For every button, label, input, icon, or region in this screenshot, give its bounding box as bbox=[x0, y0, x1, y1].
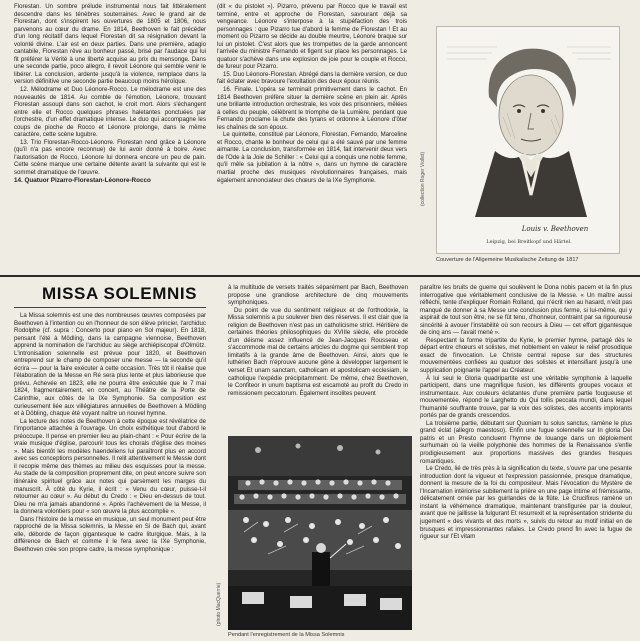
section-divider bbox=[0, 275, 640, 277]
body-paragraph: À lui seul le Gloria quadripartite est une véritable symphonie à laquelle participent, dans une magnifique fusion, les différents groupes vocaux et instrumentaux. Aux couleurs éclatantes d'une première partie fougueuse et mouvementée, répond le Larghetto du Qui tollis peccata mundi, dans lequel l'humanité souffrante trouve, par la voix des solistes, des accents implorants portés par de grands crescendos. bbox=[420, 374, 632, 420]
top-paragraph: 15. Duo Léonore-Florestan. Abrégé dans la dernière version, ce duo fait éclater avec bravoure l'exultation des deux époux réunis. bbox=[217, 70, 407, 86]
body-paragraph: La Missa solemnis est une des nombreuses œuvres composées par Beethoven à l'intention ou en l'honneur de son élève princier, l'archiduc Rodolphe (cf. supra : Concerto pour piano en Sol majeur). En 1818, pensant l'été à Mödling, dans la campagne viennoise, Beethoven apprend la nomination de l'archiduc au siège archiépiscopal d'Olmütz. L'intronisation solennelle est prévue pour 1820, et Beethoven entreprend sur le champ de composer une messe — la seconde qu'il écrira — pour la faire exécuter à cette occasion. Très tôt il réalise que l'élaboration de la Messe en Ré sera plus lente et plus laborieuse que prévu. Achevée en 1823, elle ne pourra être exécutée que le 7 mai 1824, fragmentairement, en concert, au Théâtre de la Porte de Carinthie, aux côtés de la IXe Symphonie. Sa composition est curieusement liée aux villégiatures annuelles de Beethoven à Mödling et à Döbling, chaque été voyant naître un nouvel hymne. bbox=[14, 312, 206, 418]
body-paragraph: Du point de vue du sentiment religieux et de l'orthodoxie, la Missa solemnis a pu soulever bien des réserves. Il est clair que la religion de Beethoven n'est pas un catholicisme strict. Héritière de certaines théories philosophiques du XVIIIe siècle, elle procède d'un déisme assez influencé de Jean-Jacques Rousseau et s'accommode mal de certains articles du dogme qui semblent trop limitatifs à la grande âme de Beethoven. Ainsi, alors que le luthérien Bach n'éprouve aucune gêne à développer largement le verset Et unam sanctam, catholicam et apostolicam ecclesiam, le catholique l'expédie précipitamment. De même, chez Beethoven, le Confiteor in unum baptisma est escamoté au profit du Credo in remissionem peccatorum. Également insolites peuvent bbox=[228, 306, 408, 397]
body-paragraph: La lecture des notes de Beethoven à cette époque est révélatrice de l'importance attachée à l'ouvrage. Un choix esthétique tout d'abord le préoccupe. Il pense en premier lieu au plain-chant : « Pour écrire de la vraie musique d'église, parcourir tous les chorals d'église des moines ». Mais bientôt les modèles haendeliens lui paraîtront plus en accord avec ses conceptions personnelles. Il relit attentivement le Messie dont il recopie même des thèmes au milieu des esquisses pour la messe. Au stade de la composition proprement dite, on peut encore suivre son itinéraire spirituel grâce aux notes qui parsèment les marges du manuscrit. À côté du Kyrie, il écrit : « Venu du cœur, puisse-t-il retourner au cœur ». Au début du Credo : « Dieu en-dessus de tout. Dieu ne m'a jamais abandonné ». Après l'achèvement de la Messe, il la donnera volontiers pour « son œuvre la plus accomplie ». bbox=[14, 417, 206, 516]
body-paragraph: Respectant la forme tripartite du Kyrie, le premier hymne, partagé dès le départ entre chœurs et solistes, met noblement en valeur le relief prosodique exact de l'invocation. Le Christe central repose sur des structures mouvementées confiées au quatuor des solistes et intensifiant jusqu'à une supplication poignante l'appel au Créateur. bbox=[420, 336, 632, 375]
top-column-2 bbox=[217, 3, 407, 273]
top-paragraph: 16. Finale. L'opéra se terminait primitivement dans le cachot. En 1814 Beethoven préfère situer la dernière scène en plein air. Après une brillante introduction orchestrale, les voix des prisonniers, mêlées à celles du peuple, célèbrent le triomphe de la Lumière, pendant que Fernando proclame la chute des tyrans et ordonne à Léonore d'ôter les chaînes de son époux. bbox=[217, 86, 407, 131]
section-title: MISSA SOLEMNIS bbox=[42, 284, 198, 303]
portrait-credit: (collection Roger Viollet) bbox=[420, 151, 426, 206]
section-heading: 14. Quatuor Pizarro-Florestan-Léonore-Rocco bbox=[14, 176, 151, 184]
photo-caption: Pendant l'enregistrement de la Missa Solemnis bbox=[228, 632, 345, 638]
portrait-imprint: Leipzig, bei Breitkopf und Härtel. bbox=[486, 239, 572, 245]
top-column-1 bbox=[14, 3, 206, 273]
top-paragraph: 13. Trio Florestan-Rocco-Léonore. Florestan rend grâce à Léonore (qu'il n'a pas encore reconnue) de lui avoir donné à boire. Avec l'autorisation de Rocco, Léonore lui donnera encore un peu de pain. Cette scène marque une certaine détente avant la suivante qui est le sommet dramatique de l'œuvre. bbox=[14, 138, 206, 177]
orchestra-photo-icon bbox=[228, 436, 412, 630]
body-paragraph: Le Credo, lié de très près à la signification du texte, s'ouvre par une pesante introduction dont la vigueur et l'expression passionnée, presque dramatique, donnent la mesure de la foi du compositeur. Mais l'évocation du Mystère de l'Incarnation intériorise subitement la prière en une page intime et frémissante, délicatement ornée par les guirlandes de la flûte. Le Crucifixus ramène un instant la véhémence dramatique, maintenant transfigurée par la douleur, avant que ne jaillisse la fulgurant Et resurrexit et la représentation stridente du jugement « des vivants et des morts », suivis du retour au motif initial en de brusques et impressionnantes rafales. Le Credo prend fin avec la fugue de rigueur sur l'Et vitam bbox=[420, 465, 632, 541]
body-paragraph: La troisième partie, débutant sur Quoniam tu solus sanctus, ramène le plus grand éclat (allegro maestoso). Enfin une fugue solennelle sur In gloria Dei patris et un Presto concluent l'hymne de louange dans un déploiement surhumain où la vieille polyphonie des hommes de la Renaissance s'enfle prodigieusement aux proportions massives des grandes fresques romantiques. bbox=[420, 419, 632, 465]
portrait-caption: Couverture de l'Allgemeine Musikalische Zeitung de 1817 bbox=[436, 257, 579, 263]
body-paragraph: paraître les bruits de guerre qui soulèvent le Dona nobis pacem et la fin plus interrogative que véritablement conclusive de la Messe. « Un maître aussi réfléchi, tente d'expliquer Romain Rolland, qui n'écrit rien au hasard, n'eût pas manqué de donner à sa Messe une conclusion plus ferme, si lui-même, qui y aspirait de tout son être, ne se fût tenu, d'honneur, contraint par sa rigoureuse sincérité à avouer l'instabilité où son recours à Dieu — cet effort gigantesque de cinq ans — l'avait mené ». bbox=[420, 284, 632, 337]
bottom-column-2 bbox=[228, 284, 408, 432]
recording-session-photo bbox=[228, 436, 412, 630]
bottom-column-1 bbox=[14, 312, 206, 637]
portrait-engraving-icon bbox=[437, 27, 620, 254]
top-paragraph: Le quintette, constitué par Léonore, Florestan, Fernando, Marceline et Rocco, chante le bonheur de celui qui a été sauvé par une femme aimante. La conclusion, transformée en 1814, fait intervenir deux vers de l'Ode à la Joie de Schiller : « Celui qui a conquis une noble femme, qu'il mêle sa jubilation à la nôtre », dans un hymne de caractère martial proche des musiques révolutionnaires françaises, mais également annonciateur des chœurs de la IXe Symphonie. bbox=[217, 131, 407, 184]
photo-credit: (photo MacQuerrie) bbox=[216, 582, 222, 626]
photo-block bbox=[216, 436, 412, 641]
top-paragraph: Florestan. Un sombre prélude instrumental nous fait littéralement descendre dans les ténèbres souterraines. Avec le grand air de Florestan, dont s'inspirent les ouvertures de 1805 et 1806, nous parvenons au cœur du drame. En 1814, Beethoven le fait précéder d'un long récitatif dans lequel Florestan dit sa résignation devant la volonté divine. L'air est en deux parties. Dans une première, adagio cantabile, Florestan rêve au bonheur passé, brisé par l'audace qui lui fit préférer la Vérité à une liberté acquise au prix du mensonge. Dans une seconde partie, poco allegro, il revoit Léonore qui semble venir le libérer. La conclusion, ardente jusqu'à la violence, remplace dans la version définitive une seconde partie beaucoup moins héroïque. bbox=[14, 3, 206, 86]
top-paragraph: 12. Mélodrame et Duo Léonore-Rocco. Le mélodrame est une des nouveautés de 1814. Au comble de l'émotion, Léonore, trouvant Florestan assoupi dans son cachot, le croit mort. Alors s'échangent entre elle et Rocco quelques phrases haletantes ponctuées par l'orchestre, d'un effet dramatique intense. Le duo qui accompagne les coups de pioche de Rocco et Léonore prolonge, dans le même caractère, cette scène lugubre. bbox=[14, 86, 206, 139]
bottom-column-3 bbox=[420, 284, 632, 637]
body-paragraph: à la multitude de versets traités séparément par Bach, Beethoven propose une grandiose architecture de cinq mouvements symphoniques. bbox=[228, 284, 408, 307]
title-rule bbox=[14, 307, 206, 308]
portrait-block bbox=[416, 26, 631, 271]
top-paragraph: (dit « du pistolet »). Pizarro, prévenu par Rocco que le travail est terminé, entre et approche de Florestan, savourant déjà sa vengeance. Léonore s'interpose à la stupéfaction des trois personnages : que Pizarro tue d'abord la femme de Florestan ! Et au moment où Pizarro se décide au double meurtre, Léonore braque sur lui un pistolet. C'est alors que les trompettes de la garde annoncent l'arrivée du ministre Fernando et figent sur place les personnages. Le quatuor s'achève dans une explosion de joie pour le couple et Rocco, de fureur pour Pizarro. bbox=[217, 3, 407, 71]
body-paragraph: Dans l'histoire de la messe en musique, un seul monument peut être rapproché de la Missa solemnis, la Messe en Si de Bach qui, avant elle, déborde de façon gigantesque le cadre liturgique. Mais, à la différence de Bach et comme il le fera avec la IXe Symphonie, Beethoven crée son propre cadre, la messe symphonique : bbox=[14, 515, 206, 553]
portrait-signature: Louis v. Beethoven bbox=[521, 225, 589, 233]
beethoven-portrait bbox=[436, 26, 620, 254]
